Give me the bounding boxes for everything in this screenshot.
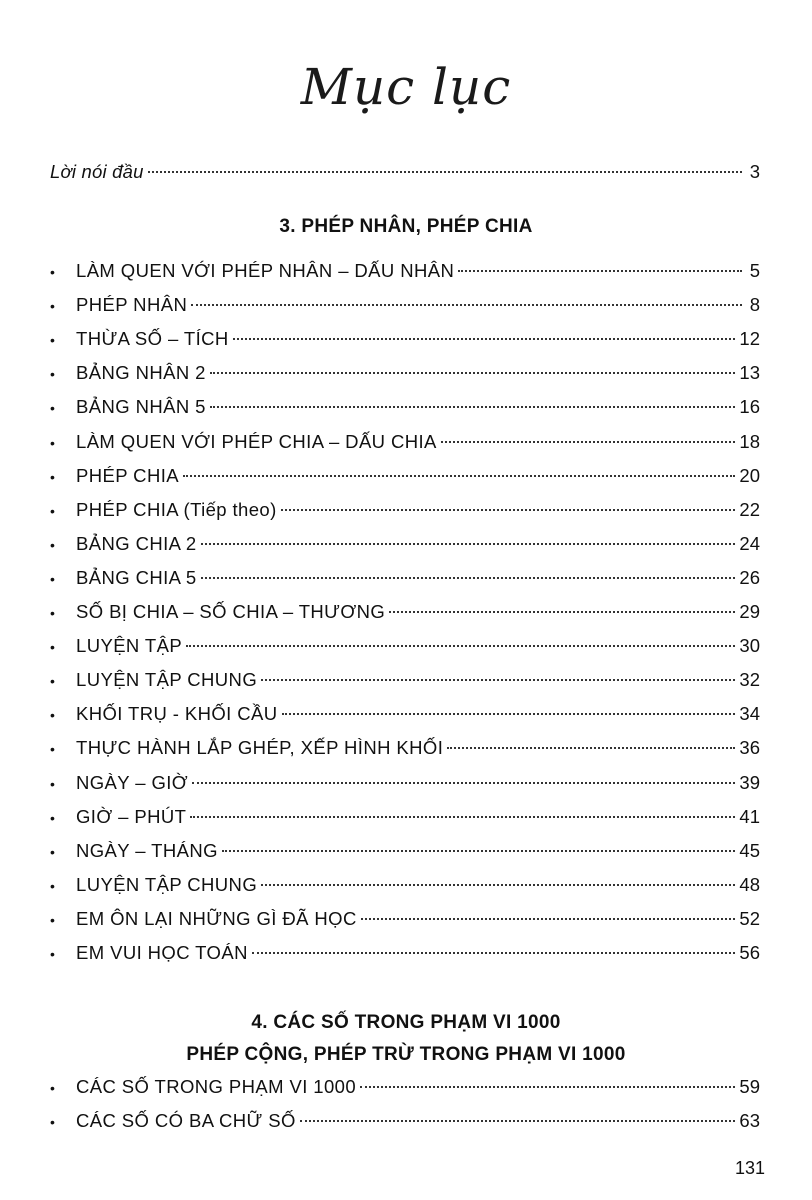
dot-leader (210, 372, 736, 374)
toc-entry-title: CÁC SỐ TRONG PHẠM VI 1000 (76, 1076, 357, 1097)
dot-leader (252, 952, 736, 954)
toc-entry-page-number: 45 (739, 839, 760, 861)
bullet-icon: • (50, 775, 55, 792)
toc-entry-title: BẢNG CHIA 5 (76, 566, 197, 588)
toc-entry-title: BẢNG CHIA 2 (76, 532, 197, 554)
toc-entry[interactable] (50, 358, 760, 388)
page-number: 131 (734, 1158, 765, 1178)
toc-entry[interactable] (50, 324, 760, 354)
section-3-heading: 3. PHÉP NHÂN, PHÉP CHIA (279, 216, 533, 237)
bullet-icon: • (50, 707, 55, 724)
toc-entry[interactable] (50, 563, 760, 593)
dot-leader (201, 543, 736, 545)
bullet-icon: • (50, 741, 55, 758)
dot-leader (361, 918, 736, 920)
toc-entry[interactable] (50, 836, 760, 866)
dot-leader (360, 1086, 735, 1088)
section-4-heading-line-1: 4. CÁC SỐ TRONG PHẠM VI 1000 (251, 1012, 561, 1033)
toc-entry-page-number: 29 (739, 601, 760, 622)
toc-entry-page-number: 18 (739, 430, 760, 452)
dot-leader (192, 782, 735, 784)
toc-entry-title: PHÉP CHIA (Tiếp theo) (76, 498, 277, 520)
toc-entry[interactable] (50, 495, 760, 525)
bullet-icon: • (50, 434, 55, 451)
dot-leader (282, 713, 736, 715)
toc-entry-title: PHÉP NHÂN (76, 294, 188, 316)
toc-entry[interactable] (50, 597, 760, 627)
toc-entry-page-number: 5 (749, 260, 760, 281)
toc-entry[interactable] (50, 733, 760, 763)
bullet-icon: • (50, 605, 55, 621)
toc-entry[interactable] (50, 392, 760, 422)
toc-entry[interactable] (50, 427, 760, 457)
dot-leader (201, 577, 736, 579)
page-title: Mục lục (300, 58, 512, 116)
toc-entry[interactable] (50, 768, 760, 798)
toc-entry-title: BẢNG NHÂN 2 (76, 362, 206, 384)
bullet-icon: • (50, 366, 55, 383)
bullet-icon: • (50, 332, 55, 349)
bullet-icon: • (50, 536, 55, 553)
toc-entry-page-number: 12 (739, 328, 760, 350)
toc-entry[interactable] (50, 938, 760, 968)
toc-entry-page-number: 48 (739, 873, 760, 895)
toc-entry-title: GIỜ – PHÚT (76, 805, 187, 827)
toc-entry[interactable] (50, 665, 760, 695)
preface-page-number: 3 (749, 161, 760, 182)
toc-entry-page-number: 52 (739, 907, 760, 929)
toc-entry[interactable] (50, 1072, 760, 1102)
dot-leader (261, 884, 735, 886)
toc-entry[interactable] (50, 461, 760, 491)
toc-entry-title: BẢNG NHÂN 5 (76, 396, 206, 418)
dot-leader (148, 171, 742, 173)
toc-entry-page-number: 59 (739, 1076, 760, 1097)
toc-entry-page-number: 8 (749, 294, 760, 316)
dot-leader (190, 816, 735, 818)
bullet-icon: • (50, 298, 55, 315)
toc-entry-page-number: 16 (739, 396, 760, 418)
dot-leader (261, 679, 735, 681)
bullet-icon: • (50, 400, 55, 417)
toc-entry[interactable] (50, 802, 760, 832)
toc-entry-title: NGÀY – GIỜ (76, 771, 189, 793)
toc-entry[interactable] (50, 1106, 760, 1136)
bullet-icon: • (50, 1114, 55, 1130)
section-4-heading-line-2: PHÉP CỘNG, PHÉP TRỪ TRONG PHẠM VI 1000 (186, 1044, 626, 1065)
dot-leader (458, 270, 742, 272)
bullet-icon: • (50, 502, 55, 519)
bullet-icon: • (50, 946, 55, 962)
toc-entry-page-number: 30 (739, 635, 760, 657)
toc-entry-page-number: 22 (739, 498, 760, 520)
dot-leader (191, 304, 742, 306)
toc-entry-title: CÁC SỐ CÓ BA CHỮ SỐ (76, 1110, 296, 1131)
dot-leader (222, 850, 736, 852)
bullet-icon: • (50, 639, 55, 656)
toc-entry-page-number: 34 (739, 703, 760, 725)
toc-entry-title: LÀM QUEN VỚI PHÉP NHÂN – DẤU NHÂN (76, 260, 455, 281)
toc-entry-page-number: 36 (739, 737, 760, 759)
toc-entry-title: THỪA SỐ – TÍCH (76, 328, 229, 350)
toc-entry-title: THỰC HÀNH LẮP GHÉP, XẾP HÌNH KHỐI (76, 737, 444, 759)
bullet-icon: • (50, 570, 55, 587)
dot-leader (389, 611, 735, 613)
bullet-icon: • (50, 877, 55, 894)
toc-entry-title: LUYỆN TẬP CHUNG (76, 873, 258, 895)
dot-leader (281, 509, 736, 511)
toc-entry[interactable] (50, 631, 760, 661)
toc-entry[interactable] (50, 870, 760, 900)
toc-entry-page-number: 41 (739, 805, 760, 827)
dot-leader (233, 338, 736, 340)
preface-title: Lời nói đầu (50, 161, 144, 182)
toc-entry-title: EM VUI HỌC TOÁN (76, 942, 248, 963)
toc-entry[interactable] (50, 904, 760, 934)
bullet-icon: • (50, 1080, 55, 1096)
bullet-icon: • (50, 468, 55, 485)
toc-entry-page-number: 32 (739, 669, 760, 691)
dot-leader (183, 475, 735, 477)
dot-leader (441, 441, 736, 443)
bullet-icon: • (50, 809, 55, 826)
toc-entry-page-number: 20 (739, 464, 760, 486)
dot-leader (210, 406, 736, 408)
toc-entry-page-number: 13 (739, 362, 760, 384)
dot-leader (300, 1120, 736, 1122)
bullet-icon: • (50, 843, 55, 860)
dot-leader (186, 645, 735, 647)
toc-entry[interactable] (50, 256, 760, 286)
toc-entry-title: KHỐI TRỤ - KHỐI CẦU (76, 703, 278, 725)
toc-entry-title: LÀM QUEN VỚI PHÉP CHIA – DẤU CHIA (76, 430, 437, 452)
dot-leader (447, 747, 735, 749)
toc-entry-title: PHÉP CHIA (76, 464, 179, 486)
toc-entry-title: EM ÔN LẠI NHỮNG GÌ ĐÃ HỌC (76, 907, 357, 929)
toc-entry-title: LUYỆN TẬP CHUNG (76, 669, 258, 691)
toc-entry-page-number: 63 (739, 1110, 760, 1131)
toc-entry-title: NGÀY – THÁNG (76, 839, 218, 861)
bullet-icon: • (50, 911, 55, 928)
toc-entry-title: LUYỆN TẬP (76, 635, 183, 657)
toc-entry[interactable] (50, 699, 760, 729)
toc-entry-title: SỐ BỊ CHIA – SỐ CHIA – THƯƠNG (76, 601, 386, 622)
toc-entry-preface[interactable] (50, 157, 760, 187)
toc-entry-page-number: 26 (739, 566, 760, 588)
bullet-icon: • (50, 264, 55, 280)
toc-entry[interactable] (50, 290, 760, 320)
toc-entry-page-number: 56 (739, 942, 760, 963)
toc-entry[interactable] (50, 529, 760, 559)
toc-entry-page-number: 24 (739, 532, 760, 554)
bullet-icon: • (50, 673, 55, 690)
toc-entry-page-number: 39 (739, 771, 760, 793)
